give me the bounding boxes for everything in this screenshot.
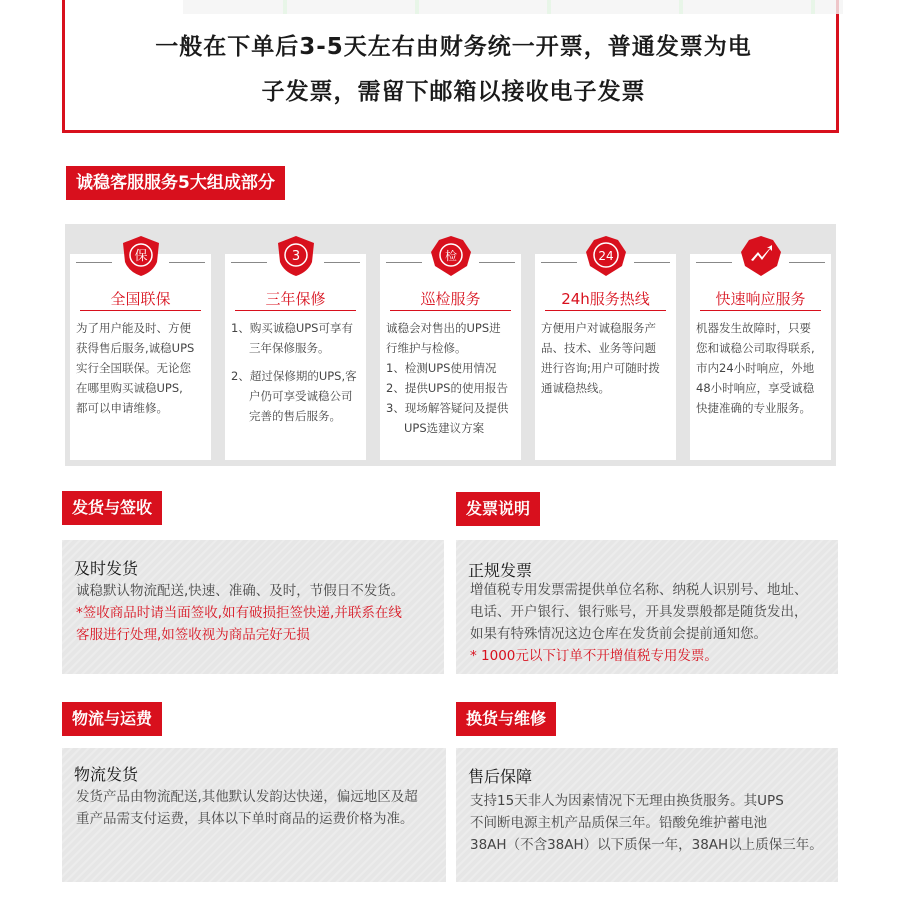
service-card-nationwide bbox=[70, 249, 211, 460]
lightning-response-icon bbox=[739, 234, 783, 278]
divider bbox=[169, 262, 205, 263]
hotline-24-icon bbox=[584, 234, 628, 278]
divider bbox=[696, 262, 732, 263]
exchange-text: 支持15天非人为因素情况下无理由换货服务。其UPS 不间断电源主机产品质保三年。铅酸免维护蓄电池 38AH（不含38AH）以下质保一年，38AH以上质保三年。 bbox=[470, 793, 823, 853]
title-underline bbox=[390, 310, 511, 311]
divider bbox=[634, 262, 670, 263]
title-underline bbox=[80, 310, 201, 311]
invoice-text: 增值税专用发票需提供单位名称、纳税人识别号、地址、 电话、开户银行、银行账号，开具发票般都是随货发出， 如果有特殊情况这边仓库在发货前会提前通知您。 * 1000元以下订单不开增值税专用发票。 bbox=[470, 582, 808, 664]
exchange-box bbox=[456, 748, 838, 882]
service-title: 巡检服务 bbox=[420, 290, 481, 308]
service-card-fast-response bbox=[690, 254, 831, 460]
divider bbox=[231, 262, 267, 263]
exchange-title: 售后保障 bbox=[468, 767, 533, 786]
service-title: 全国联保 bbox=[110, 290, 171, 308]
logistics-title: 物流发货 bbox=[74, 765, 139, 784]
divider bbox=[479, 262, 515, 263]
svg-text:3: 3 bbox=[291, 249, 300, 264]
service-title: 快速响应服务 bbox=[715, 290, 806, 308]
shield-bao-icon bbox=[119, 234, 163, 278]
notice-line-2: 子发票，需留下邮箱以接收电子发票 bbox=[261, 79, 646, 105]
decorative-strip bbox=[183, 0, 843, 14]
divider bbox=[386, 262, 422, 263]
service-card-inspection bbox=[380, 249, 521, 460]
logistics-heading: 物流与运费 bbox=[62, 702, 162, 736]
service-title: 三年保修 bbox=[265, 290, 326, 308]
services-heading: 诚稳客服服务5大组成部分 bbox=[66, 166, 285, 200]
invoice-title: 正规发票 bbox=[468, 561, 533, 580]
title-underline bbox=[700, 310, 821, 311]
shipping-text: 诚稳默认物流配送,快速、准确、及时，节假日不发货。 *签收商品时请当面签收,如有破损拒签快递,并联系在线 客服进行处理,如签收视为商品完好无损 bbox=[76, 583, 405, 643]
divider bbox=[324, 262, 360, 263]
svg-text:保: 保 bbox=[133, 249, 148, 264]
svg-text:24: 24 bbox=[597, 249, 614, 263]
exchange-heading: 换货与维修 bbox=[456, 702, 556, 736]
shipping-heading: 发货与签收 bbox=[62, 491, 162, 525]
service-card-warranty bbox=[225, 249, 366, 460]
title-underline bbox=[235, 310, 356, 311]
service-description: 机器发生故障时，只要 您和诚稳公司取得联系, 市内24小时响应，外地 48小时响应，享受诚稳 快捷准确的专业服务。 bbox=[696, 321, 815, 415]
service-title: 24h服务热线 bbox=[561, 290, 650, 308]
service-description: 1、购买诚稳UPS可享有三年保修服务。 2、超过保修期的UPS,客户仍可享受诚稳公司完善的售后服务。 bbox=[231, 321, 357, 423]
invoice-box bbox=[456, 540, 838, 674]
divider bbox=[76, 262, 112, 263]
notice-line-1: 一般在下单后3-5天左右由财务统一开票，普通发票为电 bbox=[155, 34, 752, 60]
divider bbox=[541, 262, 577, 263]
svg-text:检: 检 bbox=[444, 249, 457, 263]
divider bbox=[789, 262, 825, 263]
shield-three-icon bbox=[274, 234, 318, 278]
service-description: 为了用户能及时、方便 获得售后服务,诚稳UPS 实行全国联保。无论您 在哪里购买诚稳UPS, 都可以申请维修。 bbox=[76, 321, 195, 415]
inspection-icon bbox=[429, 234, 473, 278]
shipping-title: 及时发货 bbox=[74, 559, 139, 578]
service-description: 诚稳会对售出的UPS进 行维护与检修。 1、检测UPS使用情况 2、提供UPS的使用报告 3、现场解答疑问及提供UPS选建议方案 bbox=[386, 321, 509, 435]
services-panel bbox=[65, 224, 836, 466]
service-card-hotline bbox=[535, 249, 676, 460]
logistics-box bbox=[62, 748, 446, 882]
invoice-heading: 发票说明 bbox=[456, 492, 540, 526]
shipping-box bbox=[62, 540, 444, 674]
service-description: 方便用户对诚稳服务产 品、技术、业务等问题 进行咨询;用户可随时拨 通诚稳热线。 bbox=[541, 321, 660, 395]
invoice-notice-box bbox=[62, 0, 839, 133]
logistics-text: 发货产品由物流配送,其他默认发韵达快递，偏远地区及超 重产品需支付运费，具体以下单时商品的运费价格为准。 bbox=[76, 789, 418, 827]
title-underline bbox=[545, 310, 666, 311]
